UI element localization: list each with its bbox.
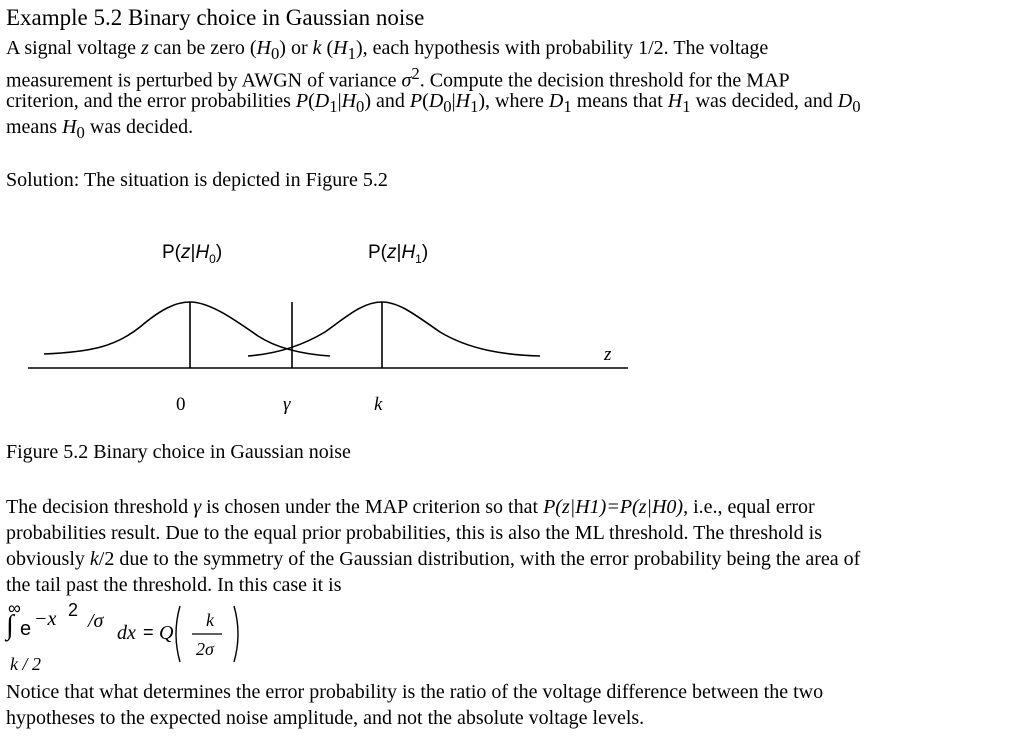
eq-frac-denominator: 2σ <box>196 639 214 659</box>
tick-label-0: 0 <box>176 394 186 415</box>
eq-slash-sigma: /σ <box>88 610 104 632</box>
eq-equals: = <box>143 622 154 642</box>
gaussian-figure <box>0 222 660 422</box>
eq-q-function: Q <box>159 622 174 644</box>
body-line-1: The decision threshold γ is chosen under the MAP criterion so that P(z|H1)=P(z|H0), i.e., equal error <box>6 496 815 518</box>
label-pz-h1: $P(z|H_1)$ <box>368 242 429 266</box>
eq-e: e <box>20 618 32 640</box>
eq-lower-limit: k / 2 <box>10 654 41 674</box>
eq-exp-power: 2 <box>68 600 79 620</box>
solution-intro: Solution: The situation is depicted in Figure 5.2 <box>6 169 388 191</box>
axis-label-z: z <box>604 344 612 365</box>
gaussian-curve-h0 <box>44 302 330 356</box>
problem-line-2: measurement is perturbed by AWGN of variance $\sigma^2$. Compute the decision threshold for the MAP <box>6 64 790 92</box>
conclusion-line-2: hypotheses to the expected noise amplitude, and not the absolute voltage levels. <box>6 707 645 729</box>
label-pz-h0-sub: 0 <box>209 252 216 266</box>
example-title: Example 5.2 Binary choice in Gaussian noise <box>6 5 425 30</box>
figure-caption: Figure 5.2 Binary choice in Gaussian noise <box>6 441 351 463</box>
label-pz-h1-sub: 1 <box>415 252 422 266</box>
eq-frac-numerator: k <box>206 610 214 630</box>
body-line-4: the tail past the threshold. In this case it is <box>6 574 342 596</box>
eq-integral-sign: ∫ <box>6 610 14 641</box>
eq-upper-limit: ∞ <box>8 598 21 618</box>
conclusion-line-1: Notice that what determines the error probability is the ratio of the voltage difference between the two <box>6 681 824 703</box>
problem-line-1: A signal voltage z can be zero $(H_0)$ or k $(H_1)$, each hypothesis with probability 1/2. The voltage <box>6 37 769 63</box>
eq-dx: dx <box>117 622 136 644</box>
error-integral-equation <box>6 598 266 674</box>
label-pz-h0: $P(z|H_0)$ <box>162 242 223 266</box>
problem-line-4: means $H_0$ was decided. <box>6 116 194 142</box>
eq-exponent: −x <box>34 608 57 630</box>
tick-label-k: k <box>374 394 383 415</box>
tick-label-gamma: γ <box>283 394 291 415</box>
body-line-2: probabilities result. Due to the equal prior probabilities, this is also the ML threshold. The threshold is <box>6 522 822 544</box>
body-line-3: obviously k/2 due to the symmetry of the Gaussian distribution, with the error probability being the area of <box>6 548 861 570</box>
problem-line-3: criterion, and the error probabilities $P(D_1|H_0)$ and $P(D_0|H_1)$, where $D_1$ means that $H_1$ was decided, and $D_0$ <box>6 90 861 116</box>
